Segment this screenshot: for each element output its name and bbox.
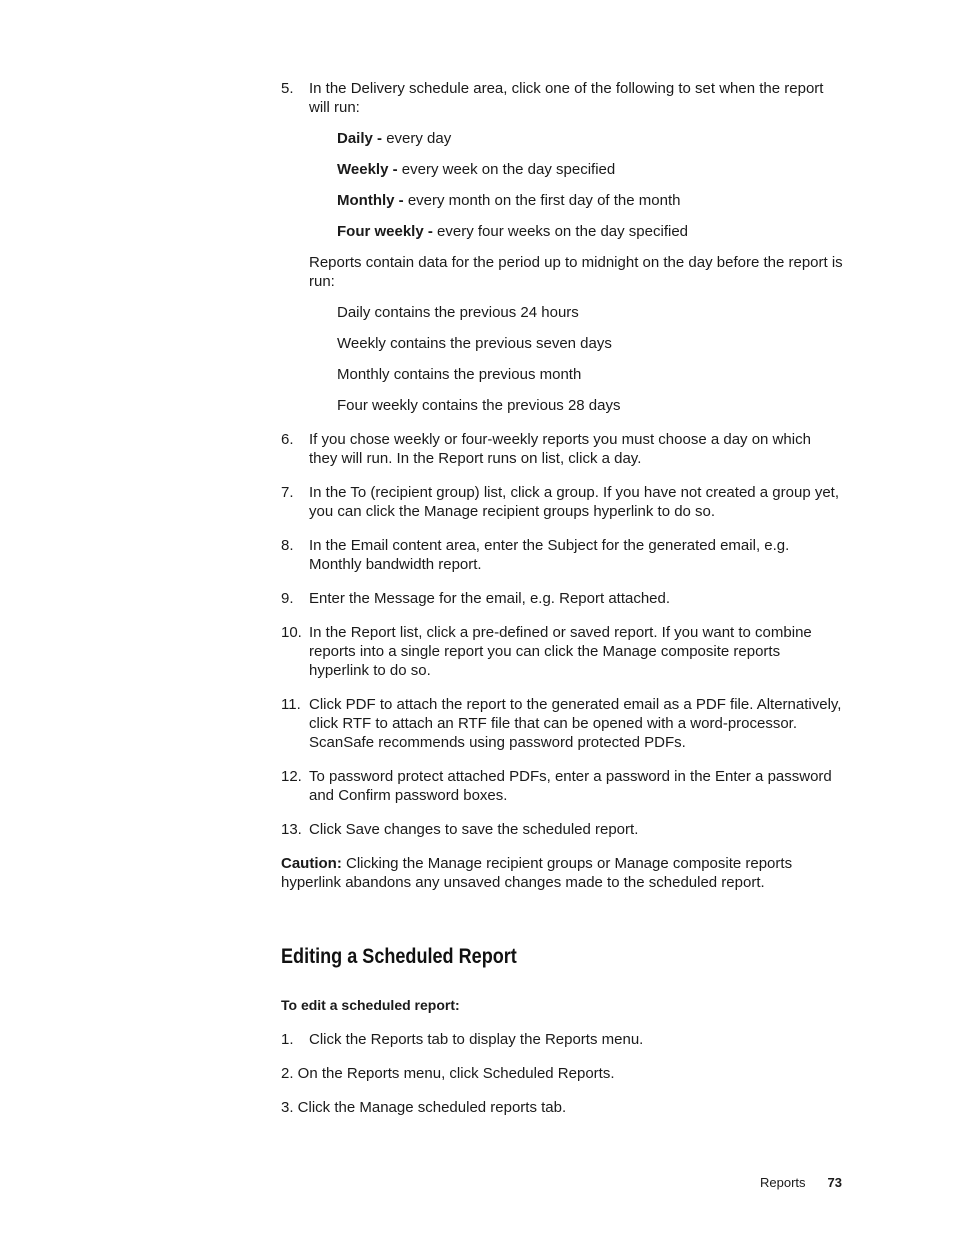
step-5: [281, 79, 843, 117]
step-11: 11. Click PDF to attach the report to the generated email as a PDF file. Alternatively, click RTF to attach an RTF file that can be opened with a word-processor. ScanSafe recommends using password protected PDFs.: [281, 696, 842, 751]
step-9: 9. Enter the Message for the email, e.g. Report attached.: [281, 590, 671, 607]
edit-step-2: 2. On the Reports menu, click Scheduled Reports.: [281, 1065, 615, 1082]
period-item: Monthly contains the previous month: [337, 366, 582, 383]
period-item: Daily contains the previous 24 hours: [337, 304, 579, 321]
schedule-options: [337, 129, 843, 241]
page-number: 73: [827, 1175, 842, 1190]
step-6: 6. If you chose weekly or four-weekly reports you must choose a day on which they will run. In the Report runs on list, click a day.: [281, 431, 811, 467]
step-7: 7. In the To (recipient group) list, click a group. If you have not created a group yet, you can click the Manage recipient groups hyperlink to do so.: [281, 484, 840, 520]
option-monthly: Monthly - every month on the first day of the month: [337, 192, 681, 209]
step-text: In the Delivery schedule area, click one of the following to set when the report will run:: [309, 80, 824, 116]
caution-note: [281, 854, 843, 892]
procedure-title: To edit a scheduled report:: [281, 997, 460, 1013]
step-12: 12. To password protect attached PDFs, enter a password in the Enter a password and Confirm password boxes.: [281, 768, 832, 804]
period-item: Weekly contains the previous seven days: [337, 335, 612, 352]
section-heading: Editing a Scheduled Report: [281, 945, 517, 968]
page-content: [281, 79, 843, 1117]
page-footer: [760, 1173, 842, 1192]
caution-text: Clicking the Manage recipient groups or Manage composite reports hyperlink abandons any unsaved changes made to the scheduled report.: [281, 855, 793, 891]
option-daily: Daily - every day: [337, 130, 452, 147]
option-weekly: Weekly - every week on the day specified: [337, 161, 616, 178]
period-intro: Reports contain data for the period up to midnight on the day before the report is run:: [309, 254, 843, 290]
step-number: 5.: [281, 80, 294, 97]
option-four-weekly: Four weekly - every four weeks on the day specified: [337, 223, 689, 240]
caution-label: Caution:: [281, 855, 342, 872]
period-item: Four weekly contains the previous 28 days: [337, 397, 621, 414]
step-8: 8. In the Email content area, enter the Subject for the generated email, e.g. Monthly bandwidth report.: [281, 537, 790, 573]
period-list: [337, 303, 843, 415]
edit-step-1: 1. Click the Reports tab to display the Reports menu.: [281, 1031, 644, 1048]
step-13: 13. Click Save changes to save the scheduled report.: [281, 821, 639, 838]
edit-step-3: 3. Click the Manage scheduled reports tab.: [281, 1099, 567, 1116]
footer-section: Reports: [760, 1175, 806, 1190]
step-10: 10. In the Report list, click a pre-defined or saved report. If you want to combine reports into a single report you can click the Manage composite reports hyperlink to do so.: [281, 624, 812, 679]
